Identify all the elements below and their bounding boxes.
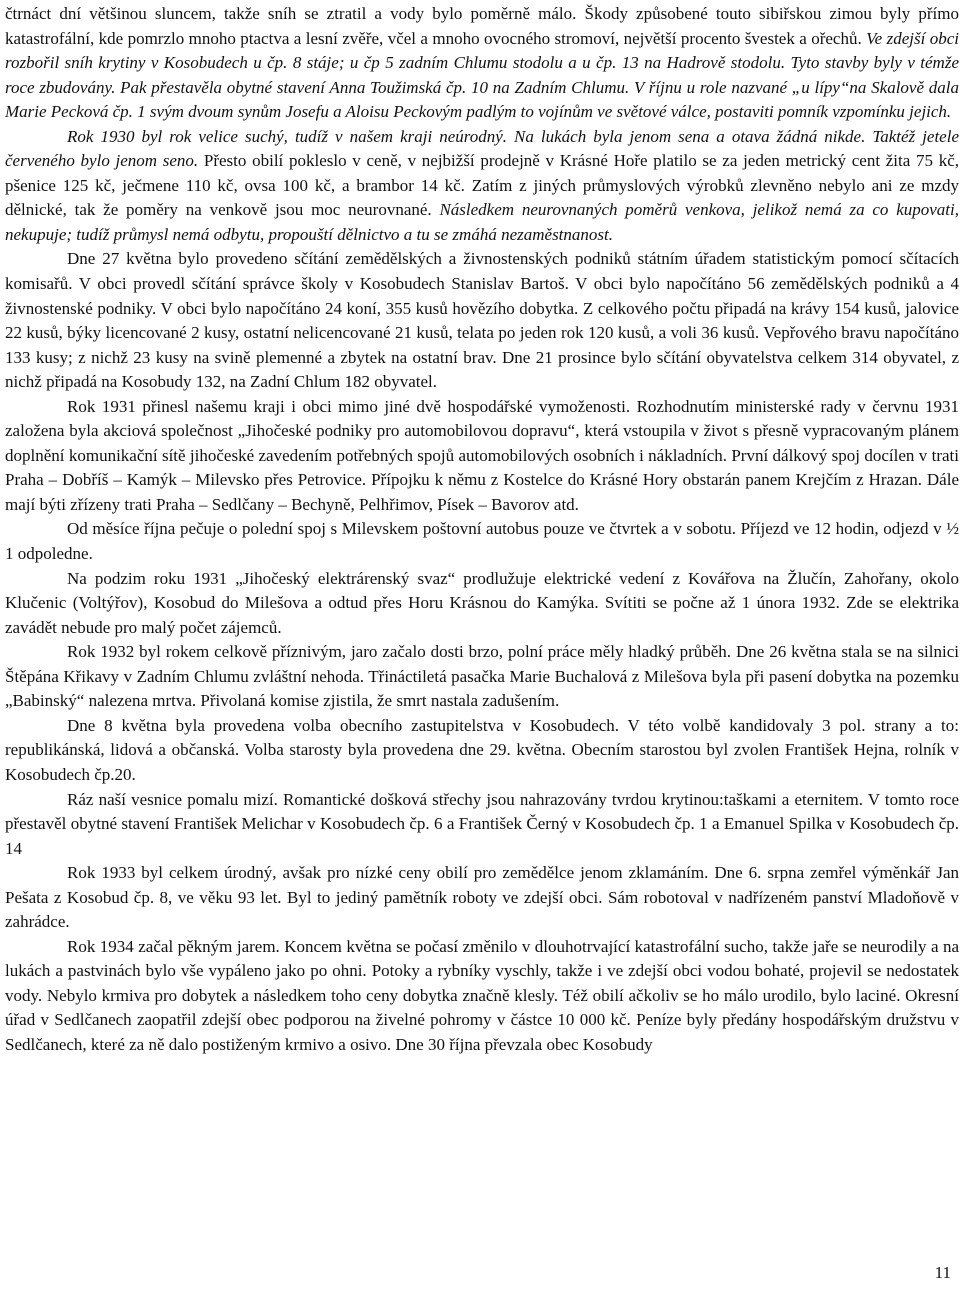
text-run: Rok 1933 byl celkem úrodný, avšak pro nízké ceny obilí pro zemědělce jenom zklamáním. Dne 6. srpna zemřel výměnkář Jan Pešata z Kosobud čp. 8, ve věku 93 let. Byl to jediný pamětník roboty ve zdejší obci. Sám robotoval v nadřízeném panství Mladoňově v zahrádce. <box>5 863 959 932</box>
text-run: Ráz naší vesnice pomalu mizí. Romantické došková střechy jsou nahrazovány tvrdou krytinou:taškami a eternitem. V tomto roce přestavěl obytné stavení František Melichar v Kosobudech čp. 6 a František Černý v Kosobudech čp. 1 a Emanuel Spilka v Kosobudech čp. 14 <box>5 789 959 858</box>
paragraph <box>5 788 959 862</box>
paragraph <box>5 247 959 394</box>
paragraph <box>5 2 959 125</box>
text-run: Rok 1934 začal pěkným jarem. Koncem května se počasí změnilo v dlouhotrvající katastrofální sucho, takže jaře se neurodily a na lukách a pastvinách bylo vše vypáleno jako po ohni. Potoky a rybníky vyschly, takže i ve zdejší obci vodou bohaté, projevil se nedostatek vody. Nebylo krmiva pro dobytek a následkem toho ceny dobytka značně klesly. Též obilí ačkoliv se ho málo urodilo, bylo laciné. Okresní úřad v Sedlčanech zaopatřil zdejší obec podporou na živelné pohromy v částce 10 000 kč. Peníze byly předány hospodářským družstvu v Sedlčanech, které za ně dalo postiženým krmivo a osivo. Dne 30 října převzala obec Kosobudy <box>5 936 959 1054</box>
paragraph <box>5 640 959 714</box>
page-number: 11 <box>934 1263 951 1283</box>
document-page <box>5 0 959 1294</box>
document-body <box>5 0 959 1058</box>
paragraph <box>5 567 959 641</box>
text-run: Přesto obilí pokleslo v ceně, v nejbižší prodejně v Krásné Hoře platilo se za jeden metrický cent žita 75 kč, pšenice 125 kč, ječmene 110 kč, ovsa 100 kč, a brambor 14 kč. Zatím z jiných průmyslových výrobků zlevněno nebylo ani ze mzdy dělnické, tak že poměry na venkově jsou moc neurovnané. <box>5 151 959 220</box>
text-run: Na podzim roku 1931 „Jihočeský elektrárenský svaz“ prodlužuje elektrické vedení z Kovářova na Žlučín, Zahořany, okolo Klučenic (Voltýřov), Kosobud do Milešova a odtud přes Horu Krásnou do Kamýka. Svítiti se počne až 1 února 1932. Zde se elektrika zavádět nebude pro malý počet zájemců. <box>5 568 959 637</box>
text-run: Rok 1932 byl rokem celkově příznivým, jaro začalo dosti brzo, polní práce měly hladký průběh. Dne 26 května stala se na silnici Štěpána Křikavy v Zadním Chlumu zvláštní nehoda. Třináctiletá pasačka Marie Buchalová z Milešova byla při pasení dobytka na pozemku „Babinský“ nalezena mrtva. Přivolaná komise zjistila, že smrt nastala zadušením. <box>5 642 959 711</box>
text-run: Od měsíce října pečuje o polední spoj s Milevskem poštovní autobus pouze ve čtvrtek a v sobotu. Příjezd ve 12 hodin, odjezd v ½ 1 odpoledne. <box>5 519 959 564</box>
paragraph <box>5 935 959 1058</box>
paragraph <box>5 714 959 788</box>
paragraph <box>5 125 959 248</box>
paragraph <box>5 517 959 566</box>
paragraph <box>5 861 959 935</box>
italic-text-run: Následkem neurovnaných poměrů venkova, jelikož nemá za co kupovati, nekupuje; tudíž průmysl nemá odbytu, propouští dělnictvo a tu se zmáhá nezaměstnanost. <box>5 200 959 244</box>
text-run: Dne 27 května bylo provedeno sčítání zemědělských a živnostenských podniků státním úřadem statistickým pomocí sčítacích komisařů. V obci provedl sčítání správce školy v Kosobudech Stanislav Bartoš. V obci bylo napočítáno 56 zemědělských podniků a 4 živnostenské podniky. V obci bylo napočítáno 24 koní, 355 kusů hovězího dobytka. Z celkového počtu připadá na krávy 154 kusů, jalovice 22 kusů, býky licencované 2 kusy, ostatní nelicencované 21 kusů, telata po jeden rok 120 kusů, a voli 36 kusů. Vepřového bravu napočítáno 133 kusy; z nichž 23 kusy na svině plemenné a zbytek na ostatní brav. Dne 21 prosince bylo sčítání obyvatelstva celkem 314 obyvatel, z nichž připadá na Kosobudy 132, na Zadní Chlum 182 obyvatel. <box>5 249 959 392</box>
text-run: Dne 8 května byla provedena volba obecního zastupitelstva v Kosobudech. V této volbě kandidovaly 3 pol. strany a to: republikánská, lidová a občanská. Volba starosty byla provedena dne 29. května. Obecním starostou byl zvolen František Hejna, rolník v Kosobudech čp.20. <box>5 715 959 784</box>
text-run: Rok 1931 přinesl našemu kraji i obci mimo jiné dvě hospodářské vymoženosti. Rozhodnutím ministerské rady v červnu 1931 založena byla akciová společnost „Jihočeské podniky pro automobilovou dopravu“, která vstoupila v život s přesně vypracovaným plánem doplnění komunikační sítě jihočeské zavedením potřebných spojů automobilových osobních i nákladních. První dálkový spoj docílen v trati Praha – Dobříš – Kamýk – Milevsko přes Petrovice. Přípojku k němu z Kostelce do Krásné Hory obstarán panem Krejčím z Hrazan. Dále mají býti zřízeny trati Praha – Sedlčany – Bechyně, Pelhřimov, Písek – Bavorov atd. <box>5 396 959 514</box>
paragraph <box>5 395 959 518</box>
italic-text-run: Ve zdejší obci rozbořil sníh krytiny v Kosobudech u čp. 8 stáje; u čp 5 zadním Chlumu stodolu a u čp. 13 na Hadrově stodolu. Tyto stavby byly v témže roce zbudovány. Pak přestavěla obytné stavení Anna Toužimská čp. 10 na Zadním Chlumu. V říjnu u role nazvané „u lípy“na Skalově dala Marie Pecková čp. 1 svým dvoum synům Josefu a Aloisu Peckovým padlým to vojínům ve světové válce, postaviti pomník vzpomínku jejich. <box>5 28 959 122</box>
italic-text-run: Rok 1930 byl rok velice suchý, tudíž v našem kraji neúrodný. Na lukách byla jenom sena a otava žádná nikde. Taktéž jetele červeného bylo jenom seno. <box>5 126 959 171</box>
text-run: čtrnáct dní většinou sluncem, takže sníh se ztratil a vody bylo poměrně málo. Škody způsobené touto sibiřskou zimou byly přímo katastrofální, kde pomrzlo mnoho ptactva a lesní zvěře, včel a mnoho ovocného stromoví, největší procento švestek a ořechů. <box>5 4 959 48</box>
